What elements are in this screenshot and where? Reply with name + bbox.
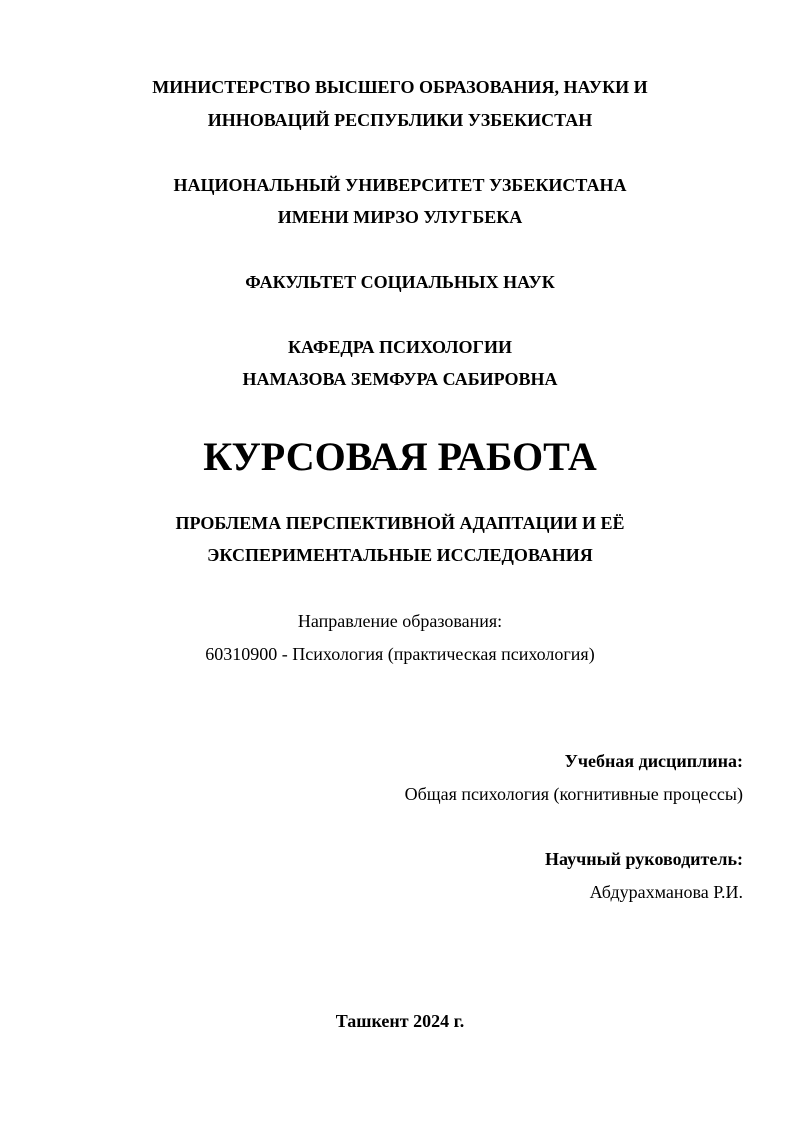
topic-line-1: ПРОБЛЕМА ПЕРСПЕКТИВНОЙ АДАПТАЦИИ И ЕЁ [175, 513, 625, 533]
department-name: КАФЕДРА ПСИХОЛОГИИ [287, 337, 512, 357]
university-line-1: НАЦИОНАЛЬНЫЙ УНИВЕРСИТЕТ УЗБЕКИСТАНА [173, 175, 627, 195]
direction-value: 60310900 - Психология (практическая психология) [205, 644, 595, 664]
document-type-title: КУРСОВАЯ РАБОТА [203, 434, 597, 479]
discipline-value: Общая психология (когнитивные процессы) [404, 784, 743, 804]
direction-label: Направление образования: [297, 611, 503, 631]
ministry-line-1: МИНИСТЕРСТВО ВЫСШЕГО ОБРАЗОВАНИЯ, НАУКИ И [152, 77, 648, 97]
author-name: НАМАЗОВА ЗЕМФУРА САБИРОВНА [242, 369, 558, 389]
faculty-name: ФАКУЛЬТЕТ СОЦИАЛЬНЫХ НАУК [245, 272, 555, 292]
supervisor-label: Научный руководитель: [545, 849, 743, 869]
university-line-2: ИМЕНИ МИРЗО УЛУГБЕКА [277, 207, 523, 227]
ministry-line-2: ИННОВАЦИЙ РЕСПУБЛИКИ УЗБЕКИСТАН [207, 110, 593, 130]
topic-line-2: ЭКСПЕРИМЕНТАЛЬНЫЕ ИССЛЕДОВАНИЯ [207, 545, 593, 565]
city-year: Ташкент 2024 г. [335, 1011, 465, 1031]
supervisor-value: Абдурахманова Р.И. [589, 882, 743, 902]
discipline-label: Учебная дисциплина: [564, 751, 743, 771]
